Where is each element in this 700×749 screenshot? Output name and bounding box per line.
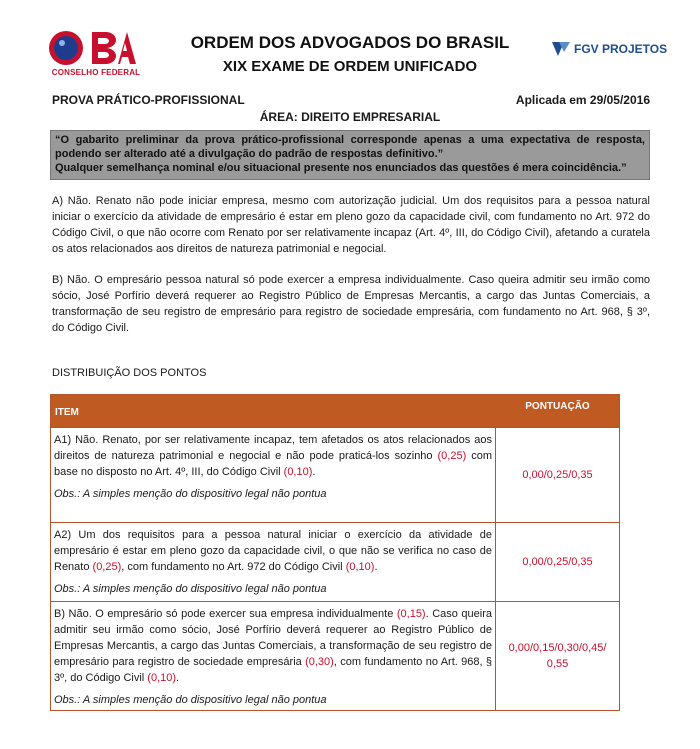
item-note: Obs.: A simples menção do dispositivo legal não pontua: [54, 694, 327, 706]
item-note: Obs.: A simples menção do dispositivo legal não pontua: [54, 488, 327, 500]
score-value: (0,10): [147, 672, 177, 684]
item-note: Obs.: A simples menção do dispositivo legal não pontua: [54, 583, 327, 595]
score-value: (0,10): [283, 466, 313, 478]
points-cell: 0,00/0,15/0,30/0,45/ 0,55: [508, 642, 607, 670]
score-value: (0,25): [437, 450, 467, 462]
score-value: (0,10): [345, 561, 375, 573]
table-row: [51, 522, 619, 601]
table-row: [51, 601, 619, 710]
points-cell: 0,00/0,25/0,35: [522, 469, 593, 481]
fgv-logo-text: FGV PROJETOS: [574, 42, 668, 56]
item-text: A2) Um dos requisitos para a pessoa natural iniciar o exercício da atividade de empresário é estar em pleno gozo da capacidade civil, o que não se verifica no caso de Renato (0,25), com fundamento no Art. 972 do Código Civil (0,10).: [54, 529, 492, 573]
score-value: (0,15): [396, 608, 426, 620]
notice-line-1: “O gabarito preliminar da prova prático-profissional corresponde apenas a uma expectativa de resposta, podendo ser alterado até a divulgação do padrão de respostas definitivo.”: [55, 134, 645, 160]
points-cell: 0,00/0,25/0,35: [522, 556, 593, 568]
notice-box: [50, 130, 650, 180]
item-text: A1) Não. Renato, por ser relativamente incapaz, tem afetados os atos relacionados aos direitos de natureza patrimonial e negocial e não pode praticá-los sozinho (0,25) com base no disposto no Art. 4º, III, do Código Civil (0,10).: [54, 434, 492, 478]
column-header-item: ITEM: [55, 407, 79, 418]
fgv-logo: [552, 38, 682, 60]
oab-logo-mark: [48, 28, 144, 68]
column-header-points: PONTUAÇÃO: [525, 401, 590, 412]
oab-logo-subtitle: CONSELHO FEDERAL: [51, 68, 141, 77]
applied-date: Aplicada em 29/05/2016: [515, 93, 650, 107]
score-value: (0,25): [92, 561, 122, 573]
exam-area: ÁREA: DIREITO EMPRESARIAL: [259, 110, 441, 124]
page-title: ORDEM DOS ADVOGADOS DO BRASIL: [190, 33, 510, 52]
page-subtitle: XIX EXAME DE ORDEM UNIFICADO: [222, 58, 478, 75]
table-row: [51, 427, 619, 522]
exam-type: PROVA PRÁTICO-PROFISSIONAL: [52, 93, 245, 107]
oab-logo: [48, 28, 144, 80]
fgv-mark-icon: [552, 40, 570, 58]
item-text: B) Não. O empresário só pode exercer sua empresa individualmente (0,15). Caso queira admitir seu irmão como sócio, José Porfírio deverá requerer ao Registro Público de Empresas Mercantis, a cargo das Juntas Comerciais, a transformação de seu registro de empresário para registro de sociedade empresária (0,30), com fundamento no Art. 968, § 3º, do Código Civil (0,10).: [54, 608, 492, 684]
points-table: [50, 394, 620, 711]
item-cell: [51, 602, 496, 710]
answer-b: B) Não. O empresário pessoa natural só pode exercer a empresa individualmente. Caso queira admitir seu irmão como sócio, José Porfírio deverá requerer ao Registro Público de Empresas Mercantis, a cargo das Juntas Comerciais, a transformação de seu registro de empresário para registro de sociedade empresária, com fundamento no Art. 968, § 3º, do Código Civil.: [52, 274, 650, 334]
item-cell: [51, 428, 496, 522]
answer-a: A) Não. Renato não pode iniciar empresa, mesmo com autorização judicial. Um dos requisitos para a pessoa natural iniciar o exercício da atividade de empresário é estar em pleno gozo da capacidade civil, com fundamento no Art. 972 do Código Civil, o que não ocorre com Renato por ser relativamente incapaz (Art. 4º, III, do Código Civil), afetando a curatela os atos relacionados aos direitos de natureza patrimonial e negocial.: [52, 195, 650, 255]
table-header: [51, 395, 619, 427]
distribution-title: DISTRIBUIÇÃO DOS PONTOS: [52, 367, 207, 379]
score-value: (0,30): [305, 656, 334, 668]
item-cell: [51, 523, 496, 601]
notice-line-2: Qualquer semelhança nominal e/ou situacional presente nos enunciados das questões é mera coincidência.”: [55, 162, 627, 174]
